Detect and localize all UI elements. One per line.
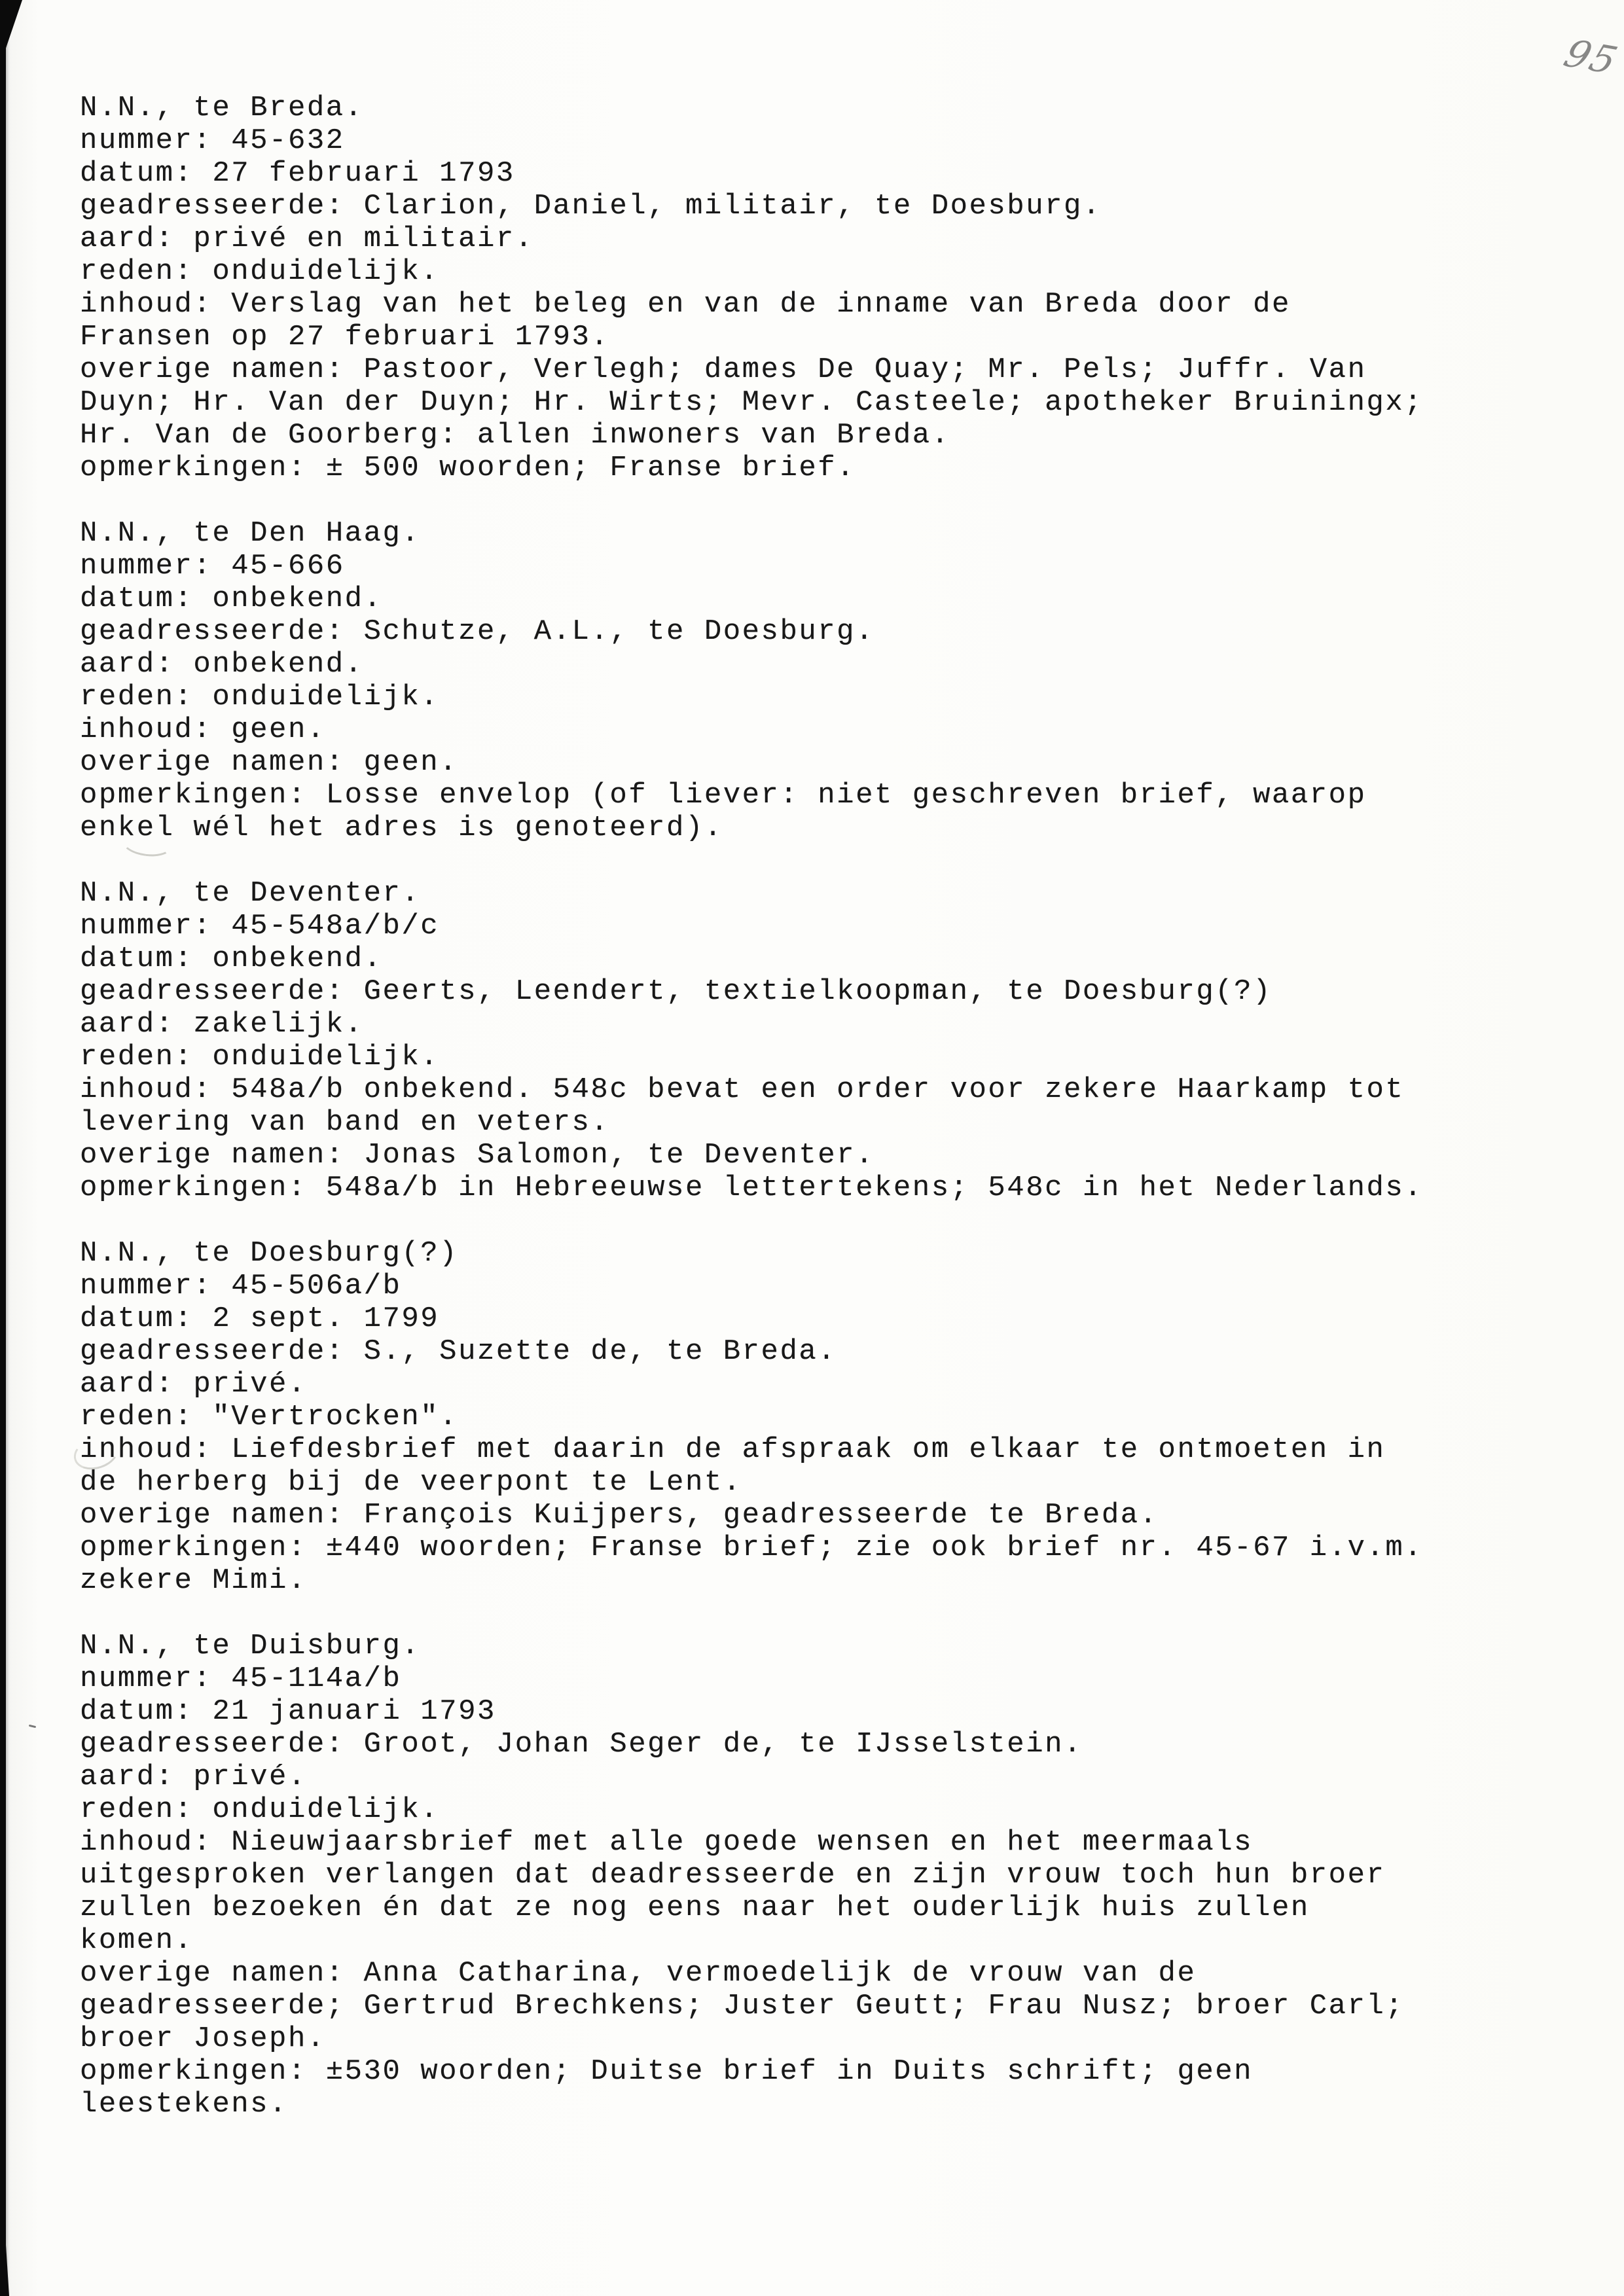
entry-line: overige namen: François Kuijpers, geadresseerde te Breda. — [80, 1499, 1159, 1532]
entry-line: overige namen: Pastoor, Verlegh; dames De Quay; Mr. Pels; Juffr. Van — [80, 353, 1367, 386]
catalog-entries — [80, 92, 1520, 2121]
entry-line: N.N., te Den Haag. — [80, 517, 421, 550]
letter-entry — [80, 877, 1520, 1204]
entry-line: nummer: 45-506a/b — [80, 1270, 402, 1302]
entry-line: leestekens. — [80, 2088, 288, 2121]
entry-line: inhoud: geen. — [80, 713, 326, 746]
letter-entry — [80, 1630, 1520, 2121]
entry-line: geadresseerde: Clarion, Daniel, militair, te Doesburg. — [80, 190, 1102, 223]
entry-line: datum: 27 februari 1793 — [80, 157, 515, 190]
entry-line: nummer: 45-548a/b/c — [80, 910, 440, 942]
entry-line: inhoud: 548a/b onbekend. 548c bevat een order voor zekere Haarkamp tot — [80, 1073, 1405, 1106]
entry-line: levering van band en veters. — [80, 1106, 610, 1139]
entry-line: N.N., te Deventer. — [80, 877, 421, 910]
entry-line: N.N., te Breda. — [80, 92, 364, 124]
entry-line: Duyn; Hr. Van der Duyn; Hr. Wirts; Mevr. Casteele; apotheker Bruiningx; — [80, 386, 1424, 419]
entry-line: aard: privé. — [80, 1761, 307, 1793]
entry-line: datum: onbekend. — [80, 942, 383, 975]
entry-line: reden: onduidelijk. — [80, 255, 440, 288]
entry-line: uitgesproken verlangen dat deadresseerde en zijn vrouw toch hun broer — [80, 1859, 1386, 1892]
entry-line: reden: onduidelijk. — [80, 1793, 440, 1826]
entry-line: reden: onduidelijk. — [80, 1041, 440, 1073]
entry-line: aard: zakelijk. — [80, 1008, 364, 1041]
entry-line: reden: onduidelijk. — [80, 681, 440, 713]
entry-line: Hr. Van de Goorberg: allen inwoners van Breda. — [80, 419, 950, 452]
entry-line: komen. — [80, 1924, 194, 1957]
entry-line: geadresseerde: Schutze, A.L., te Doesburg. — [80, 615, 875, 648]
entry-line: zekere Mimi. — [80, 1564, 307, 1597]
entry-line: N.N., te Duisburg. — [80, 1630, 421, 1662]
scan-edge-bar — [0, 0, 6, 2296]
entry-line: N.N., te Doesburg(?) — [80, 1237, 459, 1270]
entry-line: enkel wél het adres is genoteerd). — [80, 812, 723, 844]
entry-line: inhoud: Nieuwjaarsbrief met alle goede wensen en het meermaals — [80, 1826, 1254, 1859]
entry-line: opmerkingen: 548a/b in Hebreeuwse lettertekens; 548c in het Nederlands. — [80, 1172, 1424, 1204]
entry-line: nummer: 45-632 — [80, 124, 345, 157]
entry-line: opmerkingen: ±530 woorden; Duitse brief in Duits schrift; geen — [80, 2055, 1254, 2088]
letter-entry — [80, 517, 1520, 844]
entry-line: aard: privé. — [80, 1368, 307, 1401]
entry-line: overige namen: geen. — [80, 746, 459, 779]
entry-line: aard: onbekend. — [80, 648, 364, 681]
entry-line: datum: 2 sept. 1799 — [80, 1302, 440, 1335]
entry-line: overige namen: Anna Catharina, vermoedelijk de vrouw van de — [80, 1957, 1197, 1990]
letter-entry — [80, 1237, 1520, 1597]
entry-line: opmerkingen: ± 500 woorden; Franse brief. — [80, 452, 856, 484]
letter-entry — [80, 92, 1520, 484]
entry-line: opmerkingen: Losse envelop (of liever: niet geschreven brief, waarop — [80, 779, 1367, 812]
entry-line: zullen bezoeken én dat ze nog eens naar het ouderlijk huis zullen — [80, 1892, 1310, 1924]
entry-line: nummer: 45-666 — [80, 550, 345, 583]
entry-line: geadresseerde; Gertrud Brechkens; Juster Geutt; Frau Nusz; broer Carl; — [80, 1990, 1405, 2022]
entry-line: aard: privé en militair. — [80, 223, 534, 255]
entry-line: broer Joseph. — [80, 2022, 326, 2055]
entry-line: opmerkingen: ±440 woorden; Franse brief; zie ook brief nr. 45-67 i.v.m. — [80, 1532, 1424, 1564]
entry-line: datum: 21 januari 1793 — [80, 1695, 496, 1728]
entry-line: geadresseerde: S., Suzette de, te Breda. — [80, 1335, 837, 1368]
entry-line: datum: onbekend. — [80, 583, 383, 615]
entry-line: geadresseerde: Groot, Johan Seger de, te IJsselstein. — [80, 1728, 1083, 1761]
handwritten-page-number: 95 — [1558, 31, 1624, 83]
entry-line: reden: "Vertrocken". — [80, 1401, 459, 1433]
entry-line: overige namen: Jonas Salomon, te Deventer. — [80, 1139, 875, 1172]
entry-line: nummer: 45-114a/b — [80, 1662, 402, 1695]
entry-line: de herberg bij de veerpont te Lent. — [80, 1466, 742, 1499]
entry-line: geadresseerde: Geerts, Leendert, textielkoopman, te Doesburg(?) — [80, 975, 1272, 1008]
entry-line: inhoud: Liefdesbrief met daarin de afspraak om elkaar te ontmoeten in — [80, 1433, 1386, 1466]
entry-line: Fransen op 27 februari 1793. — [80, 321, 610, 353]
entry-line: inhoud: Verslag van het beleg en van de inname van Breda door de — [80, 288, 1291, 321]
